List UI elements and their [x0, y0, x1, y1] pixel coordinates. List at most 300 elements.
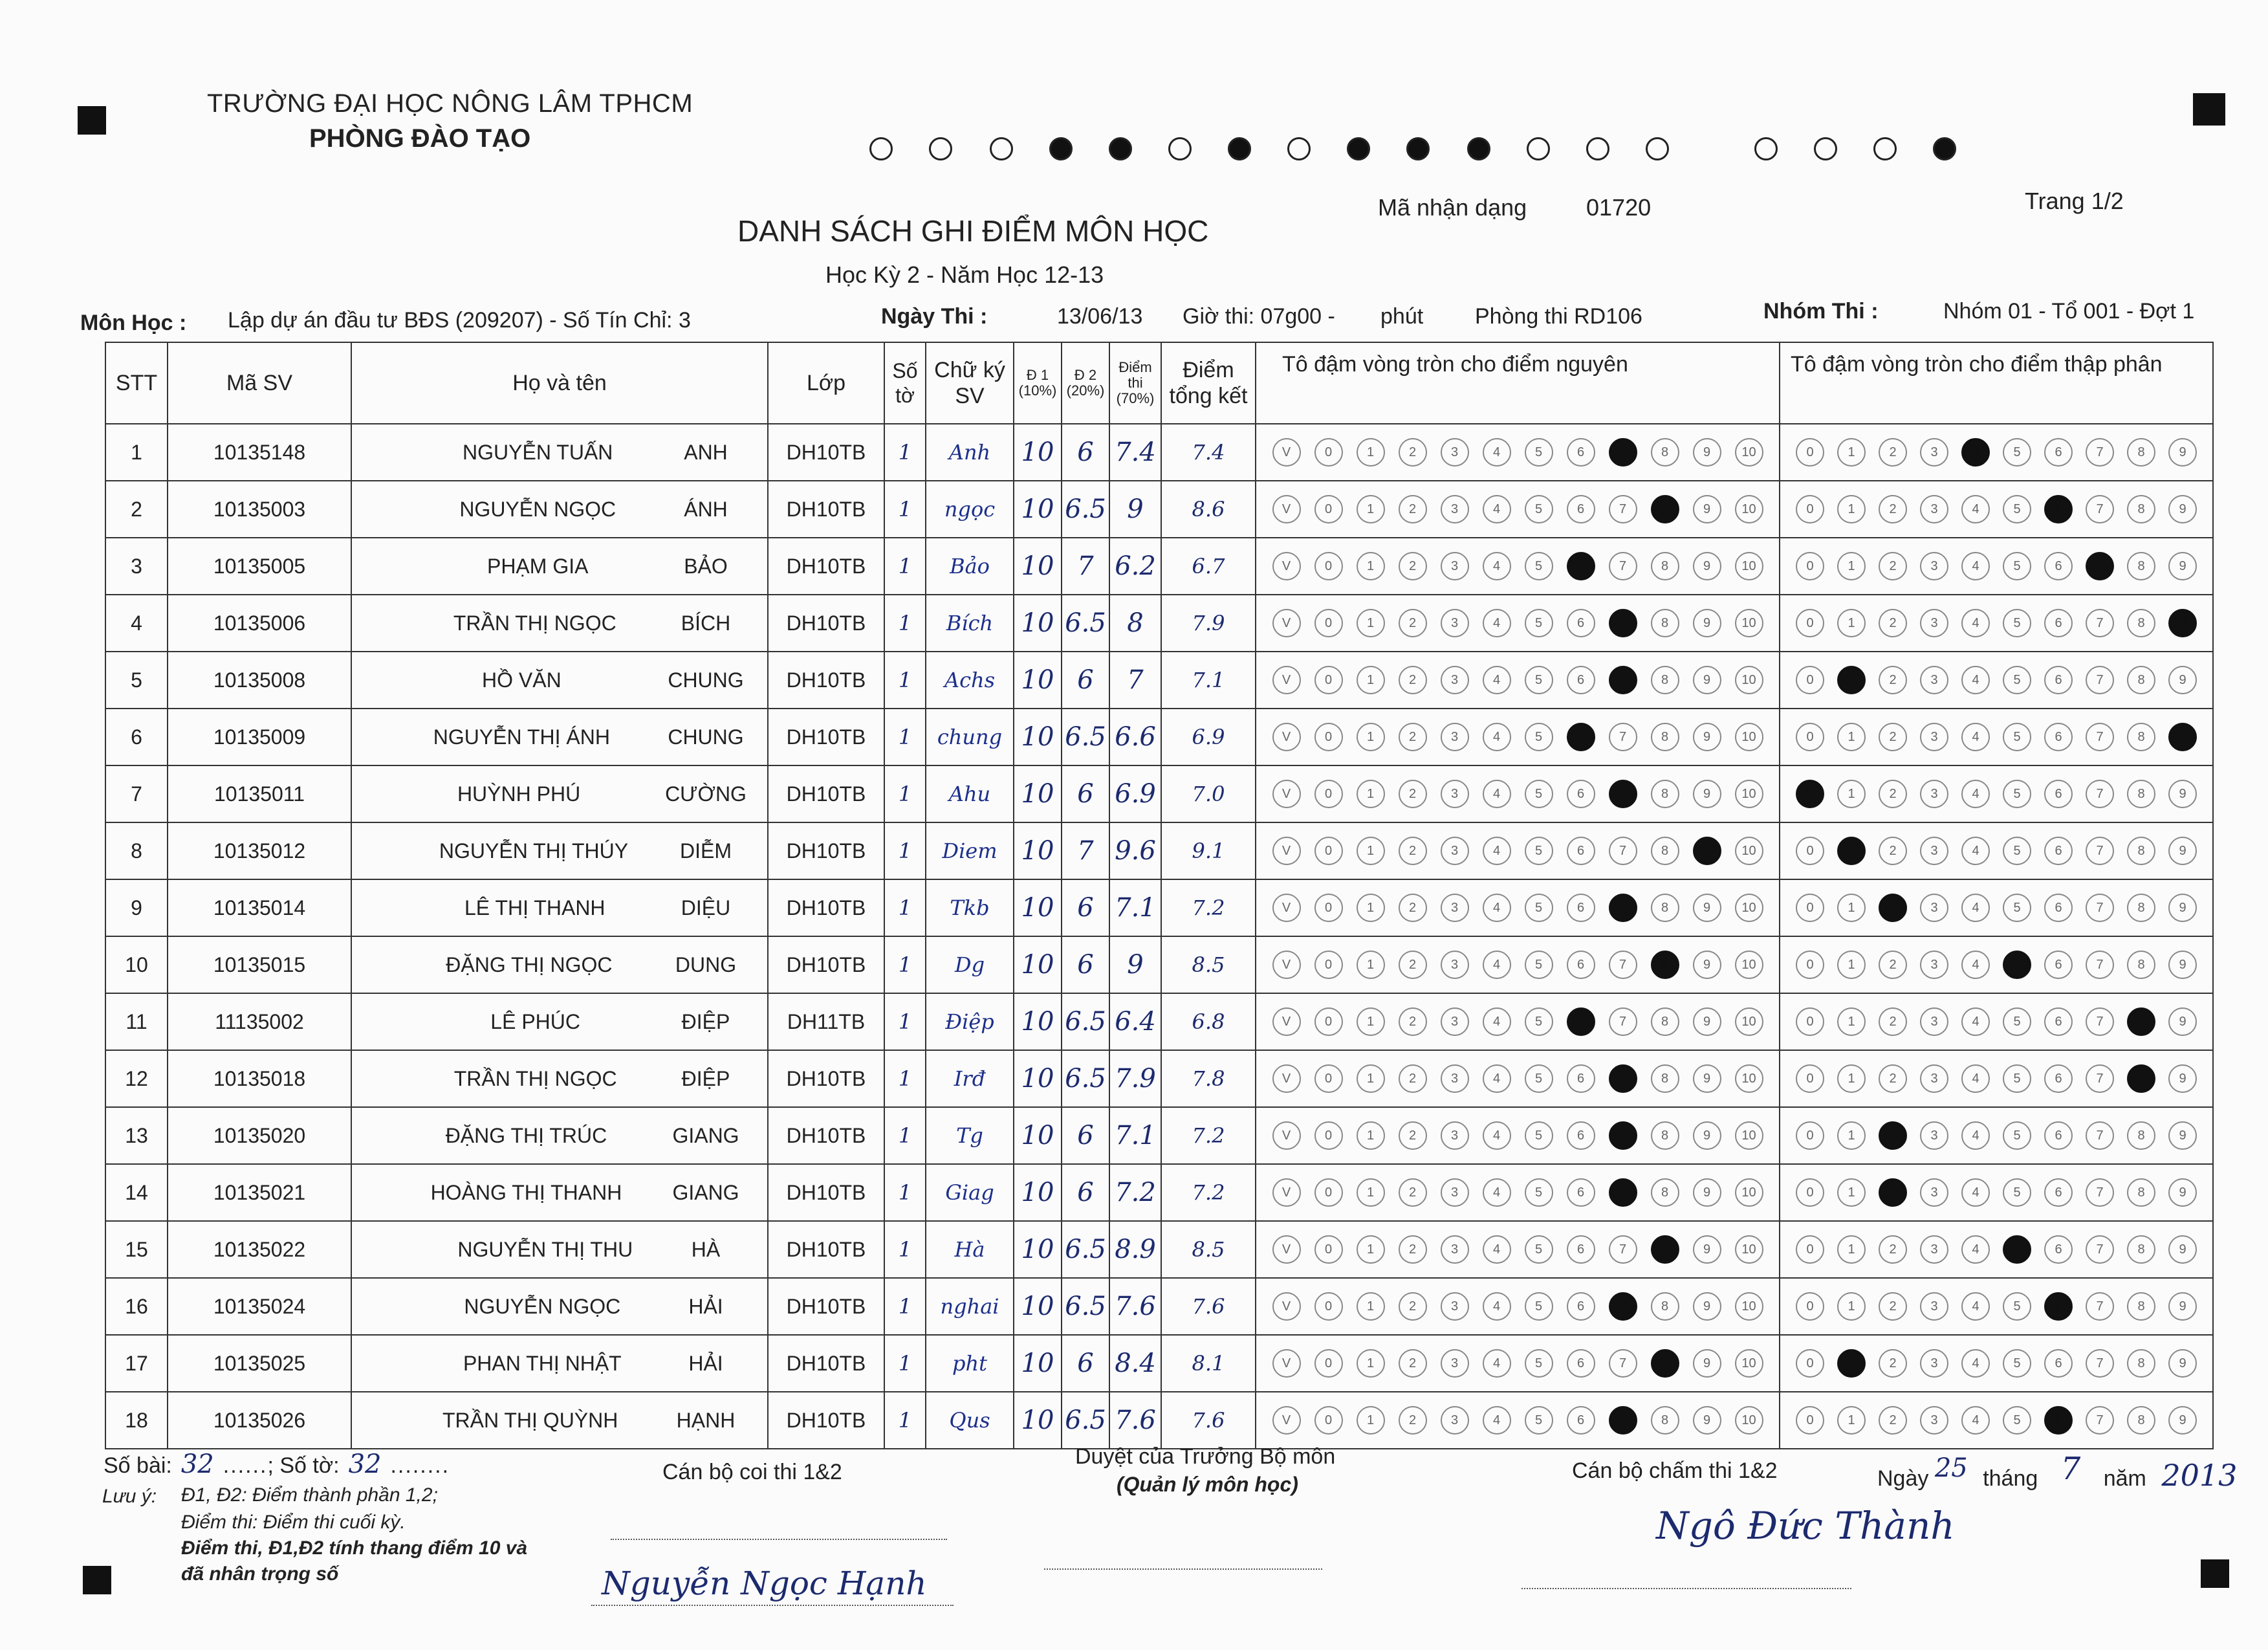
- integer-bubble[interactable]: 2: [1399, 609, 1427, 637]
- integer-bubble[interactable]: 0: [1314, 552, 1343, 580]
- integer-bubble[interactable]: 6: [1567, 1292, 1595, 1321]
- integer-bubble[interactable]: V: [1272, 1007, 1301, 1036]
- integer-bubble[interactable]: 3: [1441, 552, 1469, 580]
- decimal-bubble[interactable]: 5: [2003, 894, 2031, 922]
- integer-bubble[interactable]: 2: [1399, 552, 1427, 580]
- integer-bubble[interactable]: 8: [1651, 1121, 1679, 1150]
- integer-bubble[interactable]: 10: [1735, 495, 1763, 523]
- integer-bubble[interactable]: 6: [1567, 1349, 1595, 1378]
- decimal-bubble[interactable]: 3: [1920, 837, 1948, 865]
- decimal-bubble[interactable]: 4: [1961, 837, 1990, 865]
- decimal-bubble[interactable]: 0: [1796, 1292, 1824, 1321]
- decimal-bubble[interactable]: 5: [2003, 438, 2031, 467]
- decimal-bubble[interactable]: 6: [2044, 1007, 2073, 1036]
- decimal-bubble[interactable]: 4: [1961, 1064, 1990, 1093]
- integer-bubble[interactable]: 1: [1357, 837, 1385, 865]
- integer-bubble[interactable]: 10: [1735, 1121, 1763, 1150]
- decimal-bubble[interactable]: 6: [2044, 837, 2073, 865]
- decimal-bubble[interactable]: 2: [1879, 438, 1907, 467]
- integer-bubble[interactable]: 3: [1441, 1235, 1469, 1264]
- decimal-bubble[interactable]: 9: [2168, 552, 2197, 580]
- integer-bubble[interactable]: 10: [1735, 1007, 1763, 1036]
- integer-bubble[interactable]: 4: [1483, 438, 1511, 467]
- decimal-bubble[interactable]: 4: [1961, 723, 1990, 751]
- integer-bubble[interactable]: 2: [1399, 1064, 1427, 1093]
- integer-bubble[interactable]: 5: [1525, 1121, 1553, 1150]
- integer-bubble[interactable]: 4: [1483, 951, 1511, 979]
- decimal-bubble[interactable]: 1: [1837, 1235, 1866, 1264]
- decimal-bubble[interactable]: 2: [1879, 666, 1907, 694]
- integer-bubble[interactable]: 4: [1483, 1121, 1511, 1150]
- decimal-bubble[interactable]: 0: [1796, 609, 1824, 637]
- integer-bubble[interactable]: 7: [1609, 666, 1637, 694]
- decimal-bubble[interactable]: 5: [2003, 723, 2031, 751]
- decimal-bubble[interactable]: 3: [1920, 1064, 1948, 1093]
- integer-bubble[interactable]: 7: [1609, 438, 1637, 467]
- decimal-bubble[interactable]: 8: [2127, 552, 2155, 580]
- decimal-bubble[interactable]: 4: [1961, 1121, 1990, 1150]
- integer-bubble[interactable]: 8: [1651, 666, 1679, 694]
- decimal-bubble[interactable]: 7: [2086, 1007, 2114, 1036]
- decimal-bubble[interactable]: 6: [2044, 495, 2073, 523]
- decimal-bubble[interactable]: 9: [2168, 951, 2197, 979]
- decimal-bubble[interactable]: 9: [2168, 666, 2197, 694]
- decimal-bubble[interactable]: 9: [2168, 1406, 2197, 1435]
- decimal-bubble[interactable]: 5: [2003, 951, 2031, 979]
- decimal-bubble[interactable]: 1: [1837, 1121, 1866, 1150]
- decimal-bubble[interactable]: 8: [2127, 1121, 2155, 1150]
- integer-bubble[interactable]: 9: [1693, 1235, 1721, 1264]
- integer-bubble[interactable]: 6: [1567, 1007, 1595, 1036]
- integer-bubble[interactable]: 5: [1525, 837, 1553, 865]
- decimal-bubble[interactable]: 5: [2003, 1406, 2031, 1435]
- integer-bubble[interactable]: 9: [1693, 837, 1721, 865]
- integer-bubble[interactable]: V: [1272, 609, 1301, 637]
- integer-bubble[interactable]: 8: [1651, 495, 1679, 523]
- decimal-bubble[interactable]: 5: [2003, 609, 2031, 637]
- integer-bubble[interactable]: 0: [1314, 1349, 1343, 1378]
- integer-bubble[interactable]: V: [1272, 837, 1301, 865]
- integer-bubble[interactable]: V: [1272, 1178, 1301, 1207]
- integer-bubble[interactable]: 7: [1609, 1178, 1637, 1207]
- decimal-bubble[interactable]: 4: [1961, 666, 1990, 694]
- decimal-bubble[interactable]: 7: [2086, 1235, 2114, 1264]
- decimal-bubble[interactable]: 2: [1879, 894, 1907, 922]
- integer-bubble[interactable]: 10: [1735, 837, 1763, 865]
- integer-bubble[interactable]: 10: [1735, 723, 1763, 751]
- integer-bubble[interactable]: 9: [1693, 495, 1721, 523]
- decimal-bubble[interactable]: 8: [2127, 723, 2155, 751]
- integer-bubble[interactable]: 1: [1357, 1121, 1385, 1150]
- decimal-bubble[interactable]: 0: [1796, 894, 1824, 922]
- integer-bubble[interactable]: 5: [1525, 1292, 1553, 1321]
- decimal-bubble[interactable]: 6: [2044, 951, 2073, 979]
- integer-bubble[interactable]: 6: [1567, 894, 1595, 922]
- integer-bubble[interactable]: V: [1272, 894, 1301, 922]
- decimal-bubble[interactable]: 7: [2086, 495, 2114, 523]
- integer-bubble[interactable]: 4: [1483, 609, 1511, 637]
- integer-bubble[interactable]: 1: [1357, 1064, 1385, 1093]
- decimal-bubble[interactable]: 8: [2127, 438, 2155, 467]
- integer-bubble[interactable]: 3: [1441, 780, 1469, 808]
- decimal-bubble[interactable]: 2: [1879, 609, 1907, 637]
- decimal-bubble[interactable]: 4: [1961, 552, 1990, 580]
- integer-bubble[interactable]: 9: [1693, 1121, 1721, 1150]
- decimal-bubble[interactable]: 2: [1879, 780, 1907, 808]
- integer-bubble[interactable]: 8: [1651, 1235, 1679, 1264]
- integer-bubble[interactable]: 3: [1441, 609, 1469, 637]
- decimal-bubble[interactable]: 1: [1837, 666, 1866, 694]
- decimal-bubble[interactable]: 4: [1961, 951, 1990, 979]
- integer-bubble[interactable]: 3: [1441, 495, 1469, 523]
- decimal-bubble[interactable]: 4: [1961, 1235, 1990, 1264]
- integer-bubble[interactable]: 8: [1651, 1178, 1679, 1207]
- integer-bubble[interactable]: 5: [1525, 894, 1553, 922]
- decimal-bubble[interactable]: 3: [1920, 552, 1948, 580]
- decimal-bubble[interactable]: 4: [1961, 609, 1990, 637]
- integer-bubble[interactable]: 1: [1357, 552, 1385, 580]
- decimal-bubble[interactable]: 3: [1920, 1121, 1948, 1150]
- integer-bubble[interactable]: 10: [1735, 1349, 1763, 1378]
- decimal-bubble[interactable]: 1: [1837, 438, 1866, 467]
- integer-bubble[interactable]: 7: [1609, 495, 1637, 523]
- decimal-bubble[interactable]: 2: [1879, 723, 1907, 751]
- integer-bubble[interactable]: 8: [1651, 438, 1679, 467]
- integer-bubble[interactable]: 8: [1651, 951, 1679, 979]
- integer-bubble[interactable]: 9: [1693, 1064, 1721, 1093]
- integer-bubble[interactable]: 5: [1525, 1349, 1553, 1378]
- decimal-bubble[interactable]: 2: [1879, 552, 1907, 580]
- integer-bubble[interactable]: 7: [1609, 1007, 1637, 1036]
- decimal-bubble[interactable]: 8: [2127, 1007, 2155, 1036]
- decimal-bubble[interactable]: 6: [2044, 438, 2073, 467]
- integer-bubble[interactable]: 4: [1483, 1007, 1511, 1036]
- decimal-bubble[interactable]: 3: [1920, 1349, 1948, 1378]
- integer-bubble[interactable]: 5: [1525, 723, 1553, 751]
- decimal-bubble[interactable]: 1: [1837, 1178, 1866, 1207]
- integer-bubble[interactable]: V: [1272, 552, 1301, 580]
- integer-bubble[interactable]: 3: [1441, 1292, 1469, 1321]
- decimal-bubble[interactable]: 4: [1961, 780, 1990, 808]
- decimal-bubble[interactable]: 6: [2044, 666, 2073, 694]
- integer-bubble[interactable]: 0: [1314, 894, 1343, 922]
- integer-bubble[interactable]: 4: [1483, 837, 1511, 865]
- decimal-bubble[interactable]: 6: [2044, 894, 2073, 922]
- decimal-bubble[interactable]: 5: [2003, 780, 2031, 808]
- integer-bubble[interactable]: V: [1272, 495, 1301, 523]
- integer-bubble[interactable]: 1: [1357, 780, 1385, 808]
- decimal-bubble[interactable]: 5: [2003, 666, 2031, 694]
- integer-bubble[interactable]: 2: [1399, 723, 1427, 751]
- decimal-bubble[interactable]: 8: [2127, 837, 2155, 865]
- integer-bubble[interactable]: 8: [1651, 1292, 1679, 1321]
- decimal-bubble[interactable]: 1: [1837, 780, 1866, 808]
- decimal-bubble[interactable]: 3: [1920, 438, 1948, 467]
- integer-bubble[interactable]: 7: [1609, 780, 1637, 808]
- decimal-bubble[interactable]: 8: [2127, 894, 2155, 922]
- integer-bubble[interactable]: 6: [1567, 723, 1595, 751]
- integer-bubble[interactable]: 5: [1525, 951, 1553, 979]
- decimal-bubble[interactable]: 7: [2086, 1292, 2114, 1321]
- integer-bubble[interactable]: 0: [1314, 1292, 1343, 1321]
- decimal-bubble[interactable]: 7: [2086, 894, 2114, 922]
- integer-bubble[interactable]: 9: [1693, 1292, 1721, 1321]
- integer-bubble[interactable]: 1: [1357, 438, 1385, 467]
- integer-bubble[interactable]: 6: [1567, 609, 1595, 637]
- integer-bubble[interactable]: 1: [1357, 495, 1385, 523]
- integer-bubble[interactable]: 3: [1441, 1349, 1469, 1378]
- integer-bubble[interactable]: 3: [1441, 1121, 1469, 1150]
- integer-bubble[interactable]: 1: [1357, 609, 1385, 637]
- decimal-bubble[interactable]: 9: [2168, 780, 2197, 808]
- decimal-bubble[interactable]: 6: [2044, 1292, 2073, 1321]
- integer-bubble[interactable]: 1: [1357, 894, 1385, 922]
- integer-bubble[interactable]: 0: [1314, 609, 1343, 637]
- decimal-bubble[interactable]: 1: [1837, 894, 1866, 922]
- decimal-bubble[interactable]: 1: [1837, 1007, 1866, 1036]
- integer-bubble[interactable]: 4: [1483, 1349, 1511, 1378]
- integer-bubble[interactable]: 0: [1314, 1406, 1343, 1435]
- integer-bubble[interactable]: 5: [1525, 780, 1553, 808]
- decimal-bubble[interactable]: 1: [1837, 609, 1866, 637]
- integer-bubble[interactable]: 2: [1399, 1406, 1427, 1435]
- decimal-bubble[interactable]: 8: [2127, 1406, 2155, 1435]
- decimal-bubble[interactable]: 0: [1796, 1007, 1824, 1036]
- decimal-bubble[interactable]: 8: [2127, 609, 2155, 637]
- integer-bubble[interactable]: 9: [1693, 1178, 1721, 1207]
- integer-bubble[interactable]: 4: [1483, 780, 1511, 808]
- integer-bubble[interactable]: 8: [1651, 609, 1679, 637]
- decimal-bubble[interactable]: 8: [2127, 1235, 2155, 1264]
- integer-bubble[interactable]: 7: [1609, 894, 1637, 922]
- integer-bubble[interactable]: 0: [1314, 1178, 1343, 1207]
- decimal-bubble[interactable]: 7: [2086, 438, 2114, 467]
- integer-bubble[interactable]: 3: [1441, 1064, 1469, 1093]
- integer-bubble[interactable]: 3: [1441, 894, 1469, 922]
- integer-bubble[interactable]: 5: [1525, 666, 1553, 694]
- decimal-bubble[interactable]: 9: [2168, 1121, 2197, 1150]
- decimal-bubble[interactable]: 4: [1961, 894, 1990, 922]
- decimal-bubble[interactable]: 3: [1920, 666, 1948, 694]
- integer-bubble[interactable]: 9: [1693, 894, 1721, 922]
- decimal-bubble[interactable]: 7: [2086, 723, 2114, 751]
- integer-bubble[interactable]: 3: [1441, 666, 1469, 694]
- decimal-bubble[interactable]: 9: [2168, 1007, 2197, 1036]
- decimal-bubble[interactable]: 7: [2086, 1064, 2114, 1093]
- integer-bubble[interactable]: 7: [1609, 1121, 1637, 1150]
- decimal-bubble[interactable]: 1: [1837, 1406, 1866, 1435]
- integer-bubble[interactable]: 4: [1483, 1292, 1511, 1321]
- integer-bubble[interactable]: 6: [1567, 837, 1595, 865]
- integer-bubble[interactable]: 7: [1609, 552, 1637, 580]
- decimal-bubble[interactable]: 9: [2168, 609, 2197, 637]
- integer-bubble[interactable]: 10: [1735, 1178, 1763, 1207]
- integer-bubble[interactable]: 2: [1399, 1292, 1427, 1321]
- integer-bubble[interactable]: 3: [1441, 438, 1469, 467]
- decimal-bubble[interactable]: 0: [1796, 666, 1824, 694]
- integer-bubble[interactable]: 3: [1441, 1178, 1469, 1207]
- decimal-bubble[interactable]: 7: [2086, 837, 2114, 865]
- integer-bubble[interactable]: V: [1272, 1121, 1301, 1150]
- decimal-bubble[interactable]: 7: [2086, 609, 2114, 637]
- integer-bubble[interactable]: 5: [1525, 1235, 1553, 1264]
- decimal-bubble[interactable]: 0: [1796, 1064, 1824, 1093]
- integer-bubble[interactable]: V: [1272, 1235, 1301, 1264]
- decimal-bubble[interactable]: 0: [1796, 837, 1824, 865]
- decimal-bubble[interactable]: 2: [1879, 837, 1907, 865]
- decimal-bubble[interactable]: 0: [1796, 438, 1824, 467]
- decimal-bubble[interactable]: 5: [2003, 495, 2031, 523]
- integer-bubble[interactable]: 6: [1567, 552, 1595, 580]
- decimal-bubble[interactable]: 1: [1837, 1292, 1866, 1321]
- decimal-bubble[interactable]: 9: [2168, 1064, 2197, 1093]
- integer-bubble[interactable]: 10: [1735, 438, 1763, 467]
- integer-bubble[interactable]: 0: [1314, 1121, 1343, 1150]
- decimal-bubble[interactable]: 1: [1837, 723, 1866, 751]
- integer-bubble[interactable]: 10: [1735, 780, 1763, 808]
- integer-bubble[interactable]: 4: [1483, 723, 1511, 751]
- decimal-bubble[interactable]: 7: [2086, 552, 2114, 580]
- integer-bubble[interactable]: 0: [1314, 837, 1343, 865]
- decimal-bubble[interactable]: 9: [2168, 894, 2197, 922]
- integer-bubble[interactable]: 9: [1693, 723, 1721, 751]
- integer-bubble[interactable]: V: [1272, 951, 1301, 979]
- integer-bubble[interactable]: 0: [1314, 780, 1343, 808]
- decimal-bubble[interactable]: 1: [1837, 1064, 1866, 1093]
- decimal-bubble[interactable]: 3: [1920, 1007, 1948, 1036]
- integer-bubble[interactable]: 2: [1399, 438, 1427, 467]
- integer-bubble[interactable]: 6: [1567, 495, 1595, 523]
- decimal-bubble[interactable]: 6: [2044, 1121, 2073, 1150]
- integer-bubble[interactable]: 0: [1314, 1064, 1343, 1093]
- decimal-bubble[interactable]: 7: [2086, 951, 2114, 979]
- integer-bubble[interactable]: V: [1272, 1349, 1301, 1378]
- integer-bubble[interactable]: 0: [1314, 666, 1343, 694]
- decimal-bubble[interactable]: 0: [1796, 780, 1824, 808]
- decimal-bubble[interactable]: 4: [1961, 495, 1990, 523]
- decimal-bubble[interactable]: 3: [1920, 780, 1948, 808]
- decimal-bubble[interactable]: 1: [1837, 951, 1866, 979]
- decimal-bubble[interactable]: 1: [1837, 495, 1866, 523]
- integer-bubble[interactable]: 6: [1567, 1121, 1595, 1150]
- integer-bubble[interactable]: 2: [1399, 837, 1427, 865]
- decimal-bubble[interactable]: 2: [1879, 495, 1907, 523]
- integer-bubble[interactable]: 1: [1357, 1178, 1385, 1207]
- integer-bubble[interactable]: 6: [1567, 1235, 1595, 1264]
- integer-bubble[interactable]: 9: [1693, 609, 1721, 637]
- integer-bubble[interactable]: 3: [1441, 1406, 1469, 1435]
- integer-bubble[interactable]: 10: [1735, 609, 1763, 637]
- decimal-bubble[interactable]: 6: [2044, 1178, 2073, 1207]
- decimal-bubble[interactable]: 0: [1796, 495, 1824, 523]
- decimal-bubble[interactable]: 2: [1879, 1349, 1907, 1378]
- integer-bubble[interactable]: 1: [1357, 1292, 1385, 1321]
- integer-bubble[interactable]: 0: [1314, 723, 1343, 751]
- integer-bubble[interactable]: 4: [1483, 1064, 1511, 1093]
- decimal-bubble[interactable]: 6: [2044, 1235, 2073, 1264]
- integer-bubble[interactable]: 6: [1567, 780, 1595, 808]
- integer-bubble[interactable]: 10: [1735, 1064, 1763, 1093]
- integer-bubble[interactable]: 9: [1693, 552, 1721, 580]
- integer-bubble[interactable]: V: [1272, 1406, 1301, 1435]
- integer-bubble[interactable]: 10: [1735, 552, 1763, 580]
- integer-bubble[interactable]: 5: [1525, 609, 1553, 637]
- integer-bubble[interactable]: 3: [1441, 837, 1469, 865]
- integer-bubble[interactable]: 2: [1399, 1178, 1427, 1207]
- integer-bubble[interactable]: 8: [1651, 552, 1679, 580]
- integer-bubble[interactable]: 7: [1609, 1235, 1637, 1264]
- decimal-bubble[interactable]: 5: [2003, 1178, 2031, 1207]
- integer-bubble[interactable]: 10: [1735, 1292, 1763, 1321]
- decimal-bubble[interactable]: 4: [1961, 1178, 1990, 1207]
- decimal-bubble[interactable]: 8: [2127, 780, 2155, 808]
- decimal-bubble[interactable]: 5: [2003, 837, 2031, 865]
- integer-bubble[interactable]: 9: [1693, 1007, 1721, 1036]
- decimal-bubble[interactable]: 9: [2168, 1178, 2197, 1207]
- decimal-bubble[interactable]: 9: [2168, 1235, 2197, 1264]
- integer-bubble[interactable]: 2: [1399, 1235, 1427, 1264]
- decimal-bubble[interactable]: 5: [2003, 1235, 2031, 1264]
- integer-bubble[interactable]: 6: [1567, 1064, 1595, 1093]
- decimal-bubble[interactable]: 6: [2044, 609, 2073, 637]
- decimal-bubble[interactable]: 4: [1961, 438, 1990, 467]
- decimal-bubble[interactable]: 3: [1920, 894, 1948, 922]
- decimal-bubble[interactable]: 0: [1796, 723, 1824, 751]
- integer-bubble[interactable]: 9: [1693, 438, 1721, 467]
- integer-bubble[interactable]: 0: [1314, 495, 1343, 523]
- decimal-bubble[interactable]: 8: [2127, 1064, 2155, 1093]
- integer-bubble[interactable]: 2: [1399, 1007, 1427, 1036]
- integer-bubble[interactable]: V: [1272, 780, 1301, 808]
- decimal-bubble[interactable]: 3: [1920, 1292, 1948, 1321]
- decimal-bubble[interactable]: 4: [1961, 1406, 1990, 1435]
- decimal-bubble[interactable]: 2: [1879, 1178, 1907, 1207]
- integer-bubble[interactable]: 1: [1357, 1349, 1385, 1378]
- decimal-bubble[interactable]: 3: [1920, 1235, 1948, 1264]
- decimal-bubble[interactable]: 4: [1961, 1292, 1990, 1321]
- integer-bubble[interactable]: 4: [1483, 495, 1511, 523]
- integer-bubble[interactable]: 1: [1357, 1235, 1385, 1264]
- integer-bubble[interactable]: 10: [1735, 1406, 1763, 1435]
- decimal-bubble[interactable]: 9: [2168, 837, 2197, 865]
- decimal-bubble[interactable]: 0: [1796, 951, 1824, 979]
- decimal-bubble[interactable]: 8: [2127, 1292, 2155, 1321]
- decimal-bubble[interactable]: 2: [1879, 951, 1907, 979]
- decimal-bubble[interactable]: 8: [2127, 495, 2155, 523]
- decimal-bubble[interactable]: 0: [1796, 1178, 1824, 1207]
- integer-bubble[interactable]: 10: [1735, 666, 1763, 694]
- integer-bubble[interactable]: 9: [1693, 666, 1721, 694]
- integer-bubble[interactable]: 7: [1609, 1349, 1637, 1378]
- decimal-bubble[interactable]: 0: [1796, 1235, 1824, 1264]
- integer-bubble[interactable]: 8: [1651, 1406, 1679, 1435]
- decimal-bubble[interactable]: 1: [1837, 837, 1866, 865]
- integer-bubble[interactable]: 3: [1441, 1007, 1469, 1036]
- integer-bubble[interactable]: 0: [1314, 951, 1343, 979]
- integer-bubble[interactable]: V: [1272, 723, 1301, 751]
- integer-bubble[interactable]: 1: [1357, 666, 1385, 694]
- decimal-bubble[interactable]: 2: [1879, 1121, 1907, 1150]
- decimal-bubble[interactable]: 0: [1796, 1121, 1824, 1150]
- integer-bubble[interactable]: 6: [1567, 951, 1595, 979]
- decimal-bubble[interactable]: 1: [1837, 552, 1866, 580]
- integer-bubble[interactable]: 9: [1693, 780, 1721, 808]
- decimal-bubble[interactable]: 3: [1920, 723, 1948, 751]
- integer-bubble[interactable]: 8: [1651, 1349, 1679, 1378]
- integer-bubble[interactable]: 10: [1735, 894, 1763, 922]
- integer-bubble[interactable]: 8: [1651, 780, 1679, 808]
- integer-bubble[interactable]: 7: [1609, 609, 1637, 637]
